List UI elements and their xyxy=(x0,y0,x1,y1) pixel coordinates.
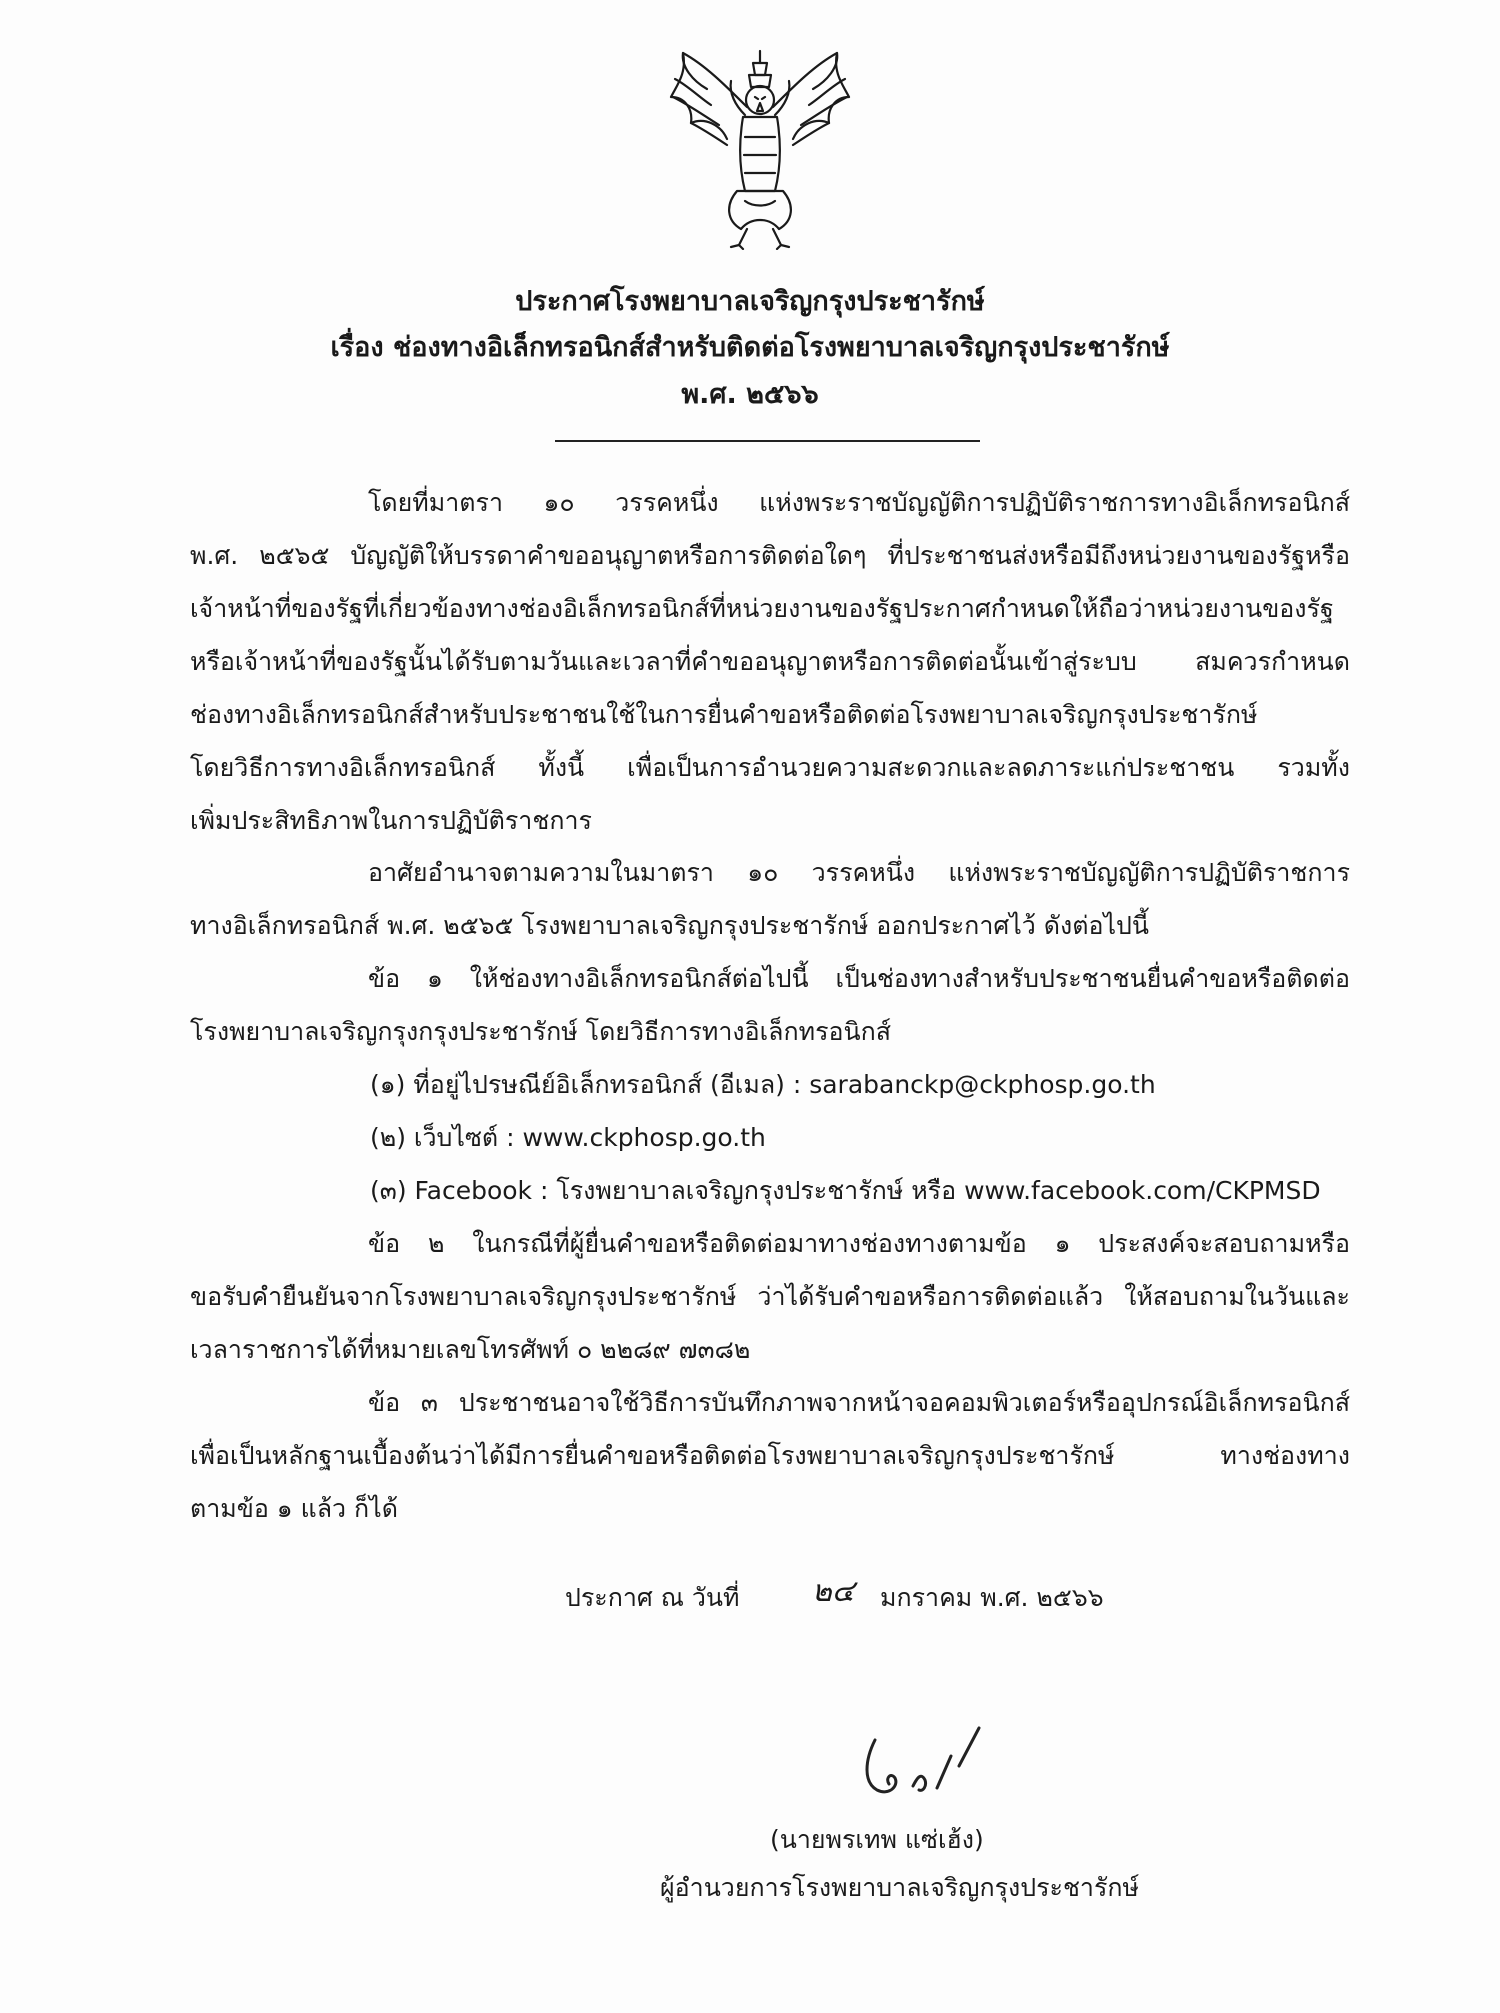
signer-name: (นายพรเทพ แซ่เฮ้ง) xyxy=(770,1825,984,1854)
date-prefix: ประกาศ ณ วันที่ xyxy=(565,1583,740,1612)
header-divider xyxy=(555,440,980,442)
clause-line: โรงพยาบาลเจริญกรุงกรุงประชารักษ์ โดยวิธีการทางอิเล็กทรอนิกส์ xyxy=(190,1017,892,1046)
date-day-handwritten: ๒๔ xyxy=(812,1574,855,1609)
paragraph-line: เจ้าหน้าที่ของรัฐที่เกี่ยวข้องทางช่องอิเล็กทรอนิกส์ที่หน่วยงานของรัฐประกาศกำหนดให้ถือว่าหน่วยงานของรัฐ xyxy=(190,594,1334,623)
garuda-emblem-icon xyxy=(665,45,855,250)
clause-line: ข้อ ๒ ในกรณีที่ผู้ยื่นคำขอหรือติดต่อมาทางช่องทางตามข้อ ๑ ประสงค์จะสอบถามหรือ xyxy=(368,1229,1350,1258)
channel-email: (๑) ที่อยู่ไปรษณีย์อิเล็กทรอนิกส์ (อีเมล) : sarabanckp@ckphosp.go.th xyxy=(370,1070,1156,1099)
clause-line: ข้อ ๓ ประชาชนอาจใช้วิธีการบันทึกภาพจากหน้าจอคอมพิวเตอร์หรืออุปกรณ์อิเล็กทรอนิกส์ xyxy=(368,1388,1350,1417)
paragraph-line: ช่องทางอิเล็กทรอนิกส์สำหรับประชาชนใช้ในการยื่นคำขอหรือติดต่อโรงพยาบาลเจริญกรุงประชารักษ์ xyxy=(190,700,1258,729)
signer-title: ผู้อำนวยการโรงพยาบาลเจริญกรุงประชารักษ์ xyxy=(660,1873,1140,1902)
clause-line: เพื่อเป็นหลักฐานเบื้องต้นว่าได้มีการยื่นคำขอหรือติดต่อโรงพยาบาลเจริญกรุงประชารักษ์ ทางช่องทาง xyxy=(190,1441,1350,1470)
clause-line: ตามข้อ ๑ แล้ว ก็ได้ xyxy=(190,1494,398,1523)
clause-line: ขอรับคำยืนยันจากโรงพยาบาลเจริญกรุงประชารักษ์ ว่าได้รับคำขอหรือการติดต่อแล้ว ให้สอบถามในวันและ xyxy=(190,1282,1350,1311)
paragraph-line: เพิ่มประสิทธิภาพในการปฏิบัติราชการ xyxy=(190,806,592,835)
clause-line: เวลาราชการได้ที่หมายเลขโทรศัพท์ ๐ ๒๒๘๙ ๗๓๘๒ xyxy=(190,1335,751,1364)
paragraph-line: หรือเจ้าหน้าที่ของรัฐนั้นได้รับตามวันและเวลาที่คำขออนุญาตหรือการติดต่อนั้นเข้าสู่ระบบ สมควรกำหนด xyxy=(190,647,1350,676)
announcement-subject: เรื่อง ช่องทางอิเล็กทรอนิกส์สำหรับติดต่อโรงพยาบาลเจริญกรุงประชารักษ์ xyxy=(330,332,1170,363)
announcement-year: พ.ศ. ๒๕๖๖ xyxy=(681,379,819,410)
announcement-title: ประกาศโรงพยาบาลเจริญกรุงประชารักษ์ xyxy=(515,286,985,317)
paragraph-line: โดยที่มาตรา ๑๐ วรรคหนึ่ง แห่งพระราชบัญญัติการปฏิบัติราชการทางอิเล็กทรอนิกส์ xyxy=(368,488,1350,517)
clause-line: ข้อ ๑ ให้ช่องทางอิเล็กทรอนิกส์ต่อไปนี้ เป็นช่องทางสำหรับประชาชนยื่นคำขอหรือติดต่อ xyxy=(368,964,1350,993)
paragraph-line: อาศัยอำนาจตามความในมาตรา ๑๐ วรรคหนึ่ง แห่งพระราชบัญญัติการปฏิบัติราชการ xyxy=(368,858,1350,887)
channel-website: (๒) เว็บไซต์ : www.ckphosp.go.th xyxy=(370,1123,766,1152)
channel-facebook: (๓) Facebook : โรงพยาบาลเจริญกรุงประชารักษ์ หรือ www.facebook.com/CKPMSD xyxy=(370,1176,1321,1205)
paragraph-line: โดยวิธีการทางอิเล็กทรอนิกส์ ทั้งนี้ เพื่อเป็นการอำนวยความสะดวกและลดภาระแก่ประชาชน รวมทั้ง xyxy=(190,753,1350,782)
date-suffix: มกราคม พ.ศ. ๒๕๖๖ xyxy=(880,1583,1104,1612)
signature-icon xyxy=(855,1720,995,1810)
paragraph-line: พ.ศ. ๒๕๖๕ บัญญัติให้บรรดาคำขออนุญาตหรือการติดต่อใดๆ ที่ประชาชนส่งหรือมีถึงหน่วยงานของรัฐหรือ xyxy=(190,541,1350,570)
paragraph-line: ทางอิเล็กทรอนิกส์ พ.ศ. ๒๕๖๕ โรงพยาบาลเจริญกรุงประชารักษ์ ออกประกาศไว้ ดังต่อไปนี้ xyxy=(190,911,1150,940)
